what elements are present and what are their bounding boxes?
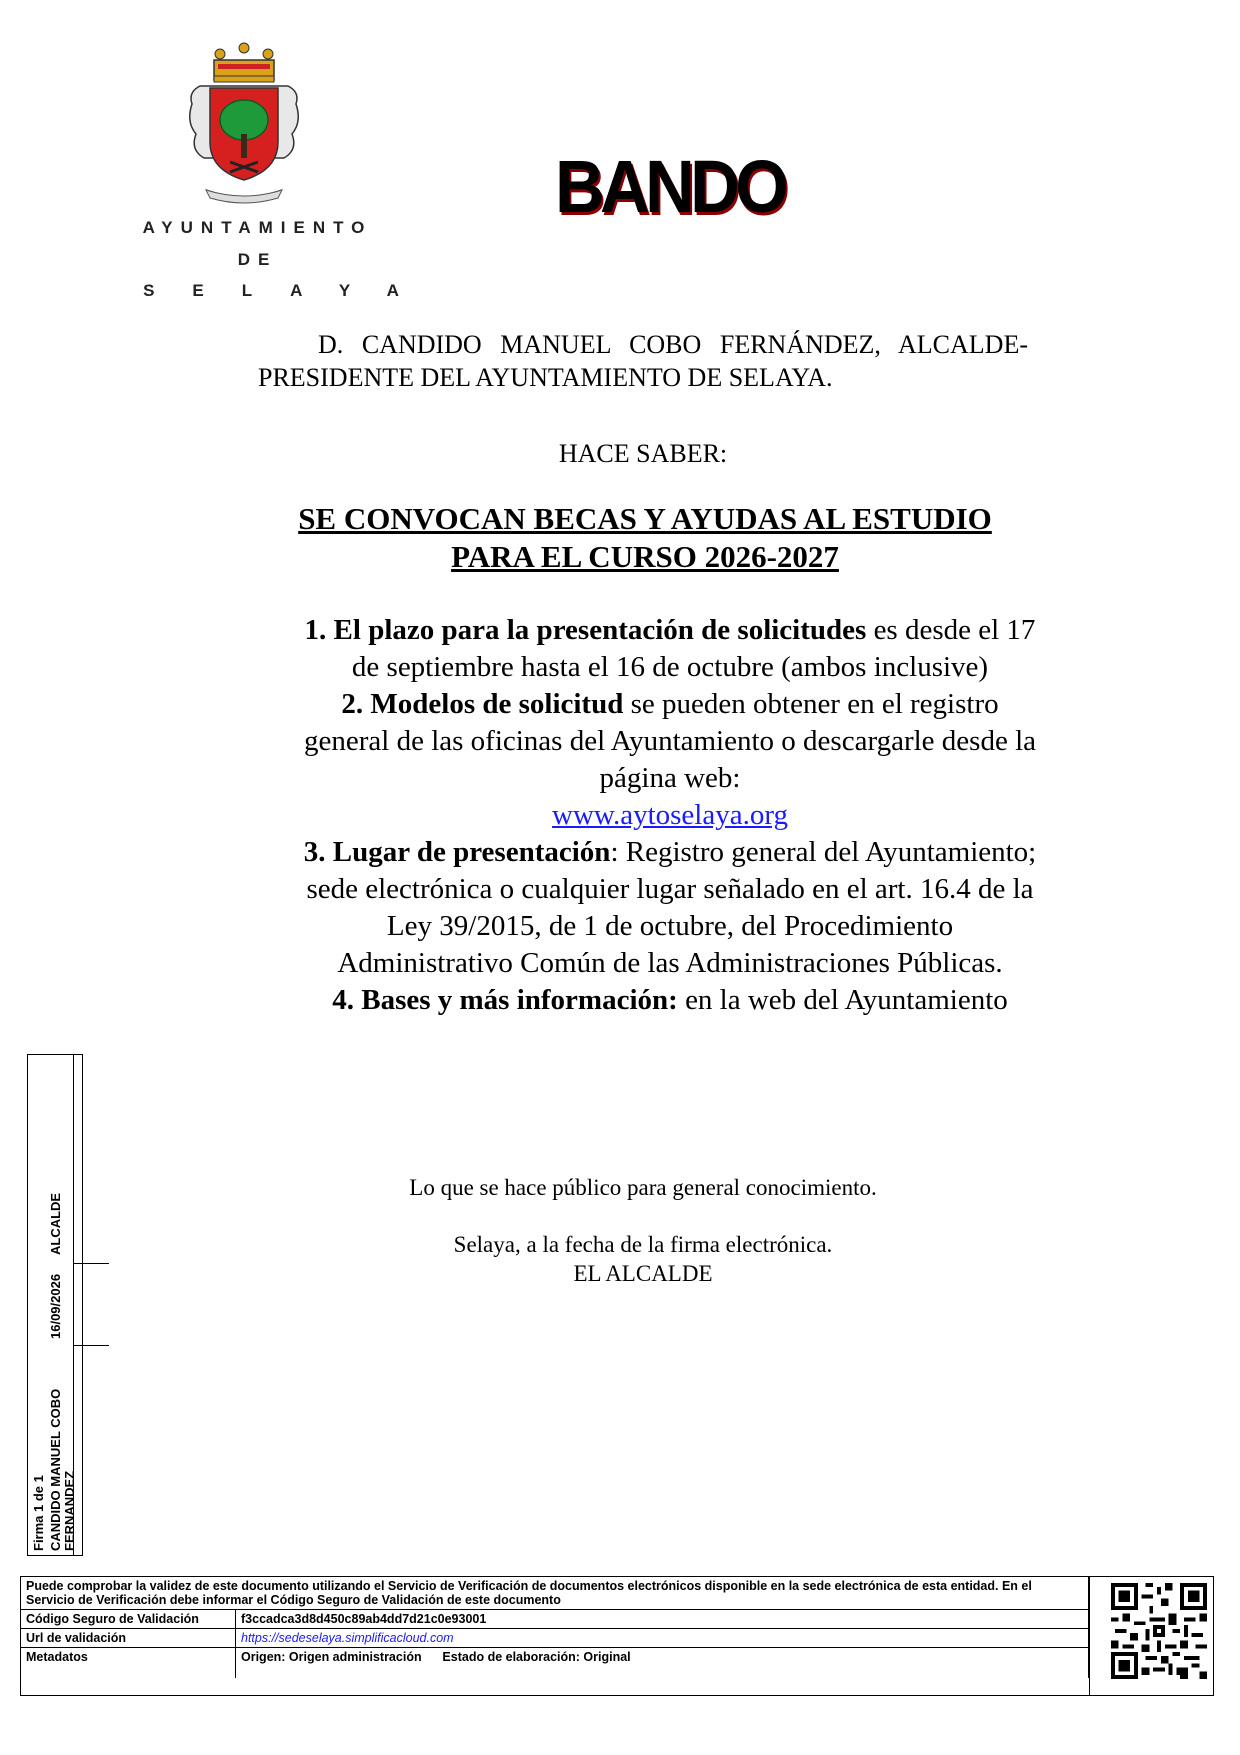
metadata-value: Origen: Origen administración Estado de elaboración: Original [236, 1648, 1089, 1679]
csv-value: f3ccadca3d8d450c89ab4dd7d21c0e93001 [236, 1610, 1089, 1629]
table-row [21, 1577, 1089, 1610]
mayor-statement [258, 328, 1028, 394]
closing-public: Lo que se hace público para general conocimiento. [409, 1175, 877, 1200]
list-item [300, 612, 1040, 686]
table-row [21, 1610, 1089, 1629]
metadata-label: Metadatos [21, 1648, 236, 1679]
item-heading: 2. Modelos de solicitud [341, 688, 624, 720]
verification-box [20, 1576, 1214, 1696]
website-link[interactable]: www.aytoselaya.org [552, 799, 788, 831]
announcement-items [300, 612, 1040, 1019]
municipality-name-line1: AYUNTAMIENTO [142, 218, 373, 237]
municipality-name-line3: SELAYA [143, 281, 437, 300]
signature-page: Firma 1 de 1 [31, 1475, 46, 1551]
verification-notice: Puede comprobar la validez de este documento utilizando el Servicio de Verificación de documentos electrónicos disponible en la sede electrónica de esta entidad. En el Servicio de Verificación debe informar el Código Seguro de Validación de este documento [21, 1577, 1089, 1610]
item-text: : Registro general del Ayuntamiento; sede electrónica o cualquier lugar señalado en el art. 16.4 de la Ley 39/2015, de 1 de octubre, del Procedimiento Administrativo Común de las Administraciones Públicas. [306, 836, 1037, 979]
table-row [21, 1648, 1089, 1679]
mayor-name-title: D. CANDIDO MANUEL COBO FERNÁNDEZ, ALCALDE-PRESIDENTE DEL AYUNTAMIENTO DE SELAYA. [258, 330, 1028, 392]
headline-line1: SE CONVOCAN BECAS Y AYUDAS AL ESTUDIO [298, 501, 992, 536]
hace-saber: HACE SABER: [558, 439, 728, 468]
list-item [300, 982, 1040, 1019]
item-heading: 4. Bases y más información: [332, 984, 678, 1016]
url-label: Url de validación [21, 1629, 236, 1648]
municipality-name-line2: DE [237, 250, 278, 269]
list-item [300, 834, 1040, 982]
item-text: en la web del Ayuntamiento [677, 984, 1008, 1016]
document-title: BANDO [555, 145, 785, 228]
closing-place: Selaya, a la fecha de la firma electrónica. [453, 1232, 833, 1257]
signature-box [27, 1054, 83, 1556]
validation-url-link[interactable]: https://sedeselaya.simplificacloud.com [236, 1629, 1089, 1648]
signature-date: 16/09/2026 [48, 1273, 63, 1339]
table-row [21, 1629, 1089, 1648]
headline-line2: PARA EL CURSO 2026-2027 [451, 539, 839, 574]
item-heading: 3. Lugar de presentación [303, 836, 611, 868]
list-item [300, 686, 1040, 834]
announcement-headline [230, 500, 1060, 576]
signer-name-line1: CANDIDO MANUEL COBO [48, 1388, 63, 1551]
coat-of-arms-icon [186, 42, 302, 207]
signer-name-line2: FERNANDEZ [62, 1470, 77, 1551]
closing-signer: EL ALCALDE [573, 1261, 713, 1286]
item-text: es desde el 17 de septiembre hasta el 16 de octubre (ambos inclusive) [351, 614, 1036, 683]
verification-table [21, 1577, 1089, 1678]
item-text: se pueden obtener en el registro general de las oficinas del Ayuntamiento o descargarle desde la página web: [304, 688, 1036, 794]
csv-label: Código Seguro de Validación [21, 1610, 236, 1629]
qr-code-icon[interactable] [1111, 1583, 1207, 1679]
signer-role: ALCALDE [48, 1192, 63, 1255]
closing-block [258, 1173, 1028, 1288]
item-heading: 1. El plazo para la presentación de solicitudes [304, 614, 867, 646]
crown-icon [214, 43, 274, 82]
